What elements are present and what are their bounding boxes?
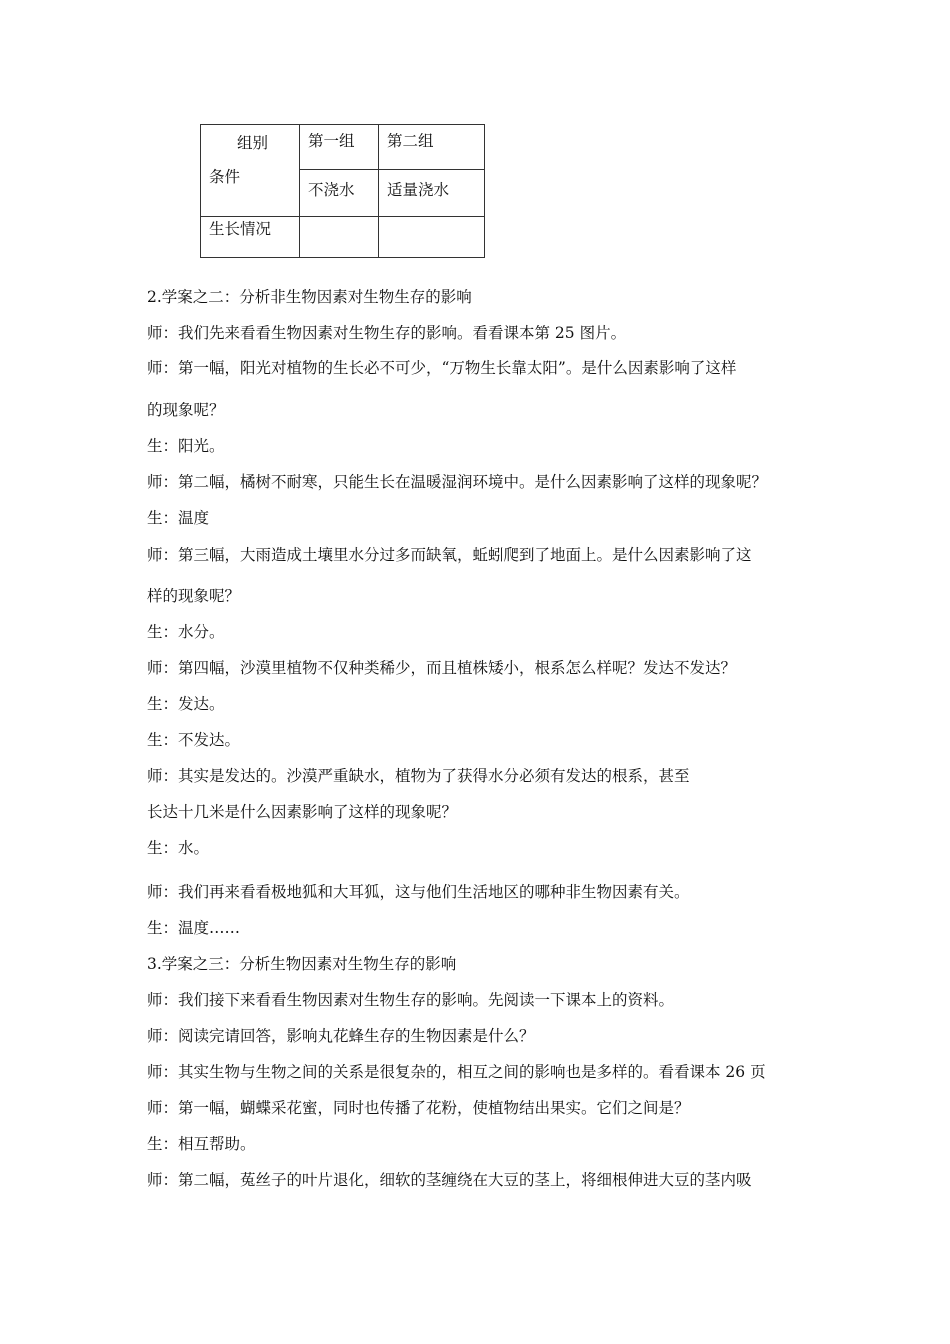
section-heading: 3.学案之三：分析生物因素对生物生存的影响 xyxy=(147,955,457,973)
table-row-val2 xyxy=(379,217,485,258)
paragraph-line: 的现象呢？ xyxy=(147,401,225,419)
paragraph-line: 生：温度…… xyxy=(147,919,241,937)
paragraph-line: 师：第一幅，蝴蝶采花蜜，同时也传播了花粉，使植物结出果实。它们之间是？ xyxy=(147,1099,690,1117)
table-header-group-label: 组别 xyxy=(237,134,269,152)
paragraph-line: 生：水分。 xyxy=(147,623,225,641)
paragraph-line: 样的现象呢？ xyxy=(147,587,241,605)
table-group2: 第二组 xyxy=(379,125,485,170)
experiment-table xyxy=(200,124,485,258)
paragraph-line: 师：我们再来看看极地狐和大耳狐，这与他们生活地区的哪种非生物因素有关。 xyxy=(147,883,690,901)
section-heading: 2.学案之二：分析非生物因素对生物生存的影响 xyxy=(147,288,472,306)
paragraph-line: 生：水。 xyxy=(147,839,210,857)
table-cond2: 适量浇水 xyxy=(379,170,485,217)
table-row-label: 生长情况 xyxy=(201,217,300,258)
paragraph-line: 生：相互帮助。 xyxy=(147,1135,256,1153)
paragraph-line: 师：第一幅，阳光对植物的生长必不可少，“万物生长靠太阳”。是什么因素影响了这样 xyxy=(147,359,737,377)
paragraph-line: 生：阳光。 xyxy=(147,437,225,455)
table-header-condition-label: 条件 xyxy=(209,168,241,186)
paragraph-line: 师：我们接下来看看生物因素对生物生存的影响。先阅读一下课本上的资料。 xyxy=(147,991,675,1009)
paragraph-line: 师：第二幅，橘树不耐寒，只能生长在温暖湿润环境中。是什么因素影响了这样的现象呢？ xyxy=(147,473,768,491)
table-group1: 第一组 xyxy=(300,125,379,170)
paragraph-line: 长达十几米是什么因素影响了这样的现象呢？ xyxy=(147,803,458,821)
paragraph-line: 师：第四幅，沙漠里植物不仅种类稀少，而且植株矮小，根系怎么样呢？发达不发达？ xyxy=(147,659,737,677)
paragraph-line: 师：我们先来看看生物因素对生物生存的影响。看看课本第 25 图片。 xyxy=(147,324,627,342)
table-row-val1 xyxy=(300,217,379,258)
paragraph-line: 师：其实是发达的。沙漠严重缺水，植物为了获得水分必须有发达的根系，甚至 xyxy=(147,767,690,785)
paragraph-line: 师：阅读完请回答，影响丸花蜂生存的生物因素是什么？ xyxy=(147,1027,535,1045)
paragraph-line: 师：第二幅，菟丝子的叶片退化，细软的茎缠绕在大豆的茎上，将细根伸进大豆的茎内吸 xyxy=(147,1171,752,1189)
paragraph-line: 生：温度 xyxy=(147,509,210,527)
paragraph-line: 师：其实生物与生物之间的关系是很复杂的，相互之间的影响也是多样的。看看课本 26 页 xyxy=(147,1063,766,1081)
paragraph-line: 生：不发达。 xyxy=(147,731,241,749)
paragraph-line: 师：第三幅，大雨造成土壤里水分过多而缺氧，蚯蚓爬到了地面上。是什么因素影响了这 xyxy=(147,546,752,564)
paragraph-line: 生：发达。 xyxy=(147,695,225,713)
table-cond1: 不浇水 xyxy=(300,170,379,217)
table-header-cell xyxy=(201,125,300,217)
